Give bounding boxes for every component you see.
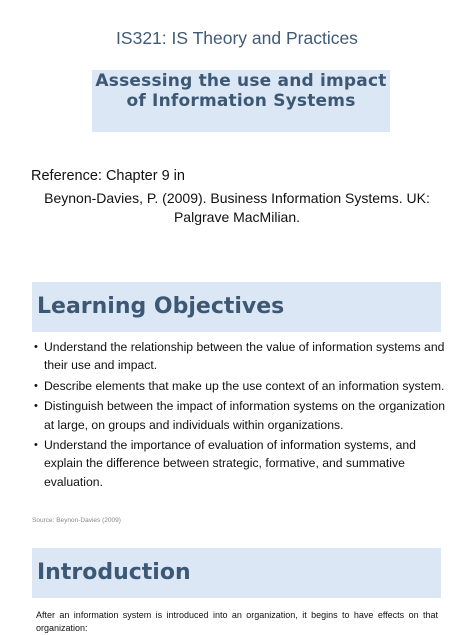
- bullet-icon: •: [34, 379, 38, 392]
- objective-text: Distinguish between the impact of information systems on the organization at large, on groups and individuals within organizations.: [44, 399, 446, 432]
- subtitle-box: [92, 70, 390, 132]
- objective-text: Understand the relationship between the value of information systems and their use and impact.: [44, 340, 445, 373]
- reference-label: Reference: Chapter 9 in: [31, 168, 185, 184]
- bullet-icon: •: [34, 400, 38, 413]
- introduction-heading: Introduction: [37, 560, 191, 585]
- objective-text: Describe elements that make up the use context of an information system.: [44, 378, 445, 393]
- objective-item: [34, 436, 446, 491]
- source-note: Source: Beynon-Davies (2009): [32, 517, 121, 524]
- bullet-icon: •: [34, 439, 38, 452]
- learning-objectives-heading: Learning Objectives: [37, 294, 285, 319]
- objectives-list: [34, 338, 446, 493]
- objective-text: Understand the importance of evaluation of information systems, and explain the difference between strategic, formative, and summative evaluation.: [44, 438, 416, 489]
- objective-item: [34, 338, 446, 375]
- bullet-icon: •: [34, 341, 38, 353]
- reference-citation: Beynon-Davies, P. (2009). Business Information Systems. UK: Palgrave MacMilian.: [44, 190, 430, 225]
- introduction-banner: [32, 548, 441, 598]
- lecture-subtitle: Assessing the use and impact of Information Systems: [95, 71, 387, 111]
- learning-objectives-banner: [32, 282, 441, 332]
- course-title: IS321: IS Theory and Practices: [116, 28, 358, 48]
- objective-item: [34, 397, 446, 434]
- objective-item: [34, 377, 446, 395]
- introduction-text: After an information system is introduced into an organization, it begins to have effects on that organization:: [36, 610, 438, 633]
